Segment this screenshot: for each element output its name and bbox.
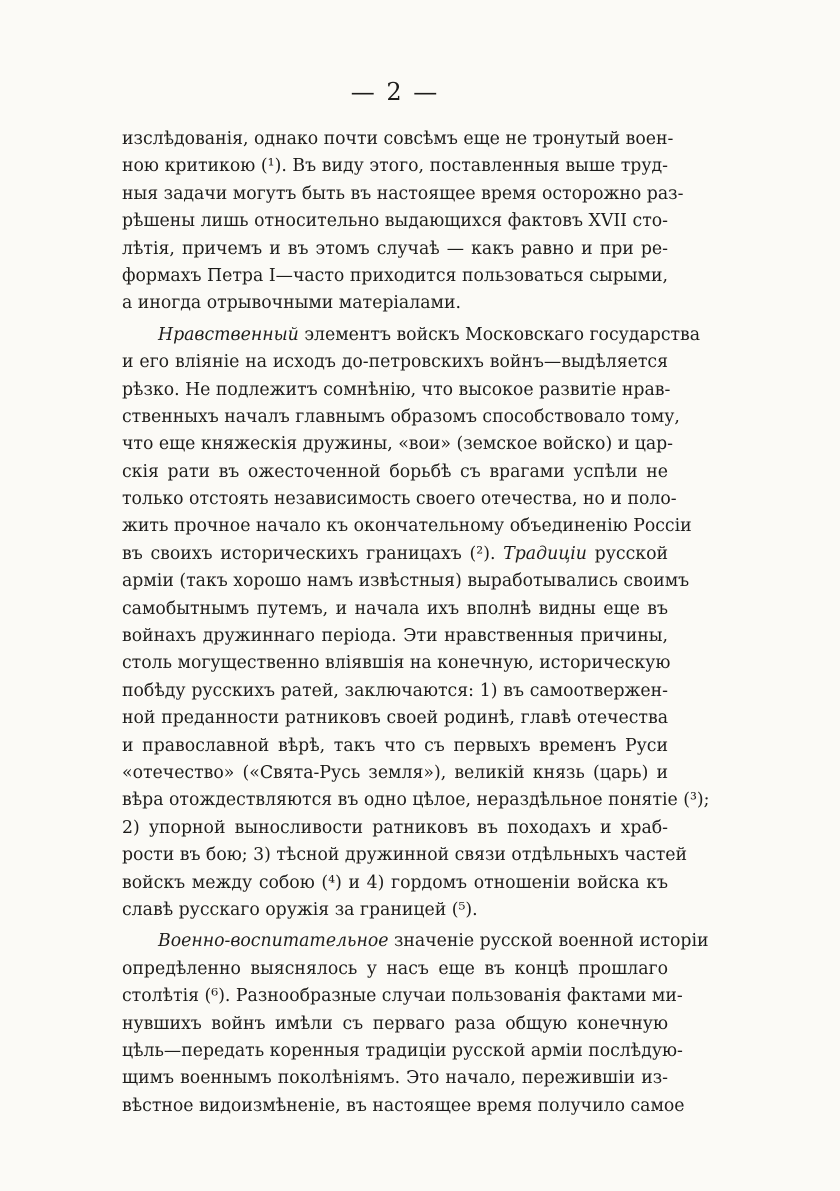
text-line: «отечество» («Свята-Русь земля»), великій князь (царь) и bbox=[122, 762, 668, 783]
page-number: — 2 — bbox=[350, 78, 440, 106]
text-line: вѣстное видоизмѣненіе, въ настоящее время получило самое bbox=[122, 1095, 685, 1116]
italic-term: Военно-воспитательное bbox=[158, 931, 389, 952]
text-line: скія рати въ ожесточенной борьбѣ съ врагами успѣли не bbox=[122, 461, 668, 482]
text-line: Военно-воспитательное значеніе русской военной исторіи bbox=[158, 931, 709, 952]
text-line: и его вліяніе на исходъ до-петровскихъ войнъ—выдѣляется bbox=[122, 352, 668, 373]
text-line: ною критикою (¹). Въ виду этого, поставленныя выше труд- bbox=[122, 156, 668, 177]
text-line: щимъ военнымъ поколѣніямъ. Это начало, пережившіи из- bbox=[122, 1068, 668, 1089]
text-line: лѣтія, причемъ и въ этомъ случаѣ — какъ равно и при ре- bbox=[122, 238, 668, 259]
text-line: 2) упорной выносливости ратниковъ въ походахъ и храб- bbox=[122, 817, 668, 838]
paragraph-1 bbox=[122, 126, 684, 318]
body-text bbox=[122, 126, 710, 1120]
paragraph-3 bbox=[122, 928, 709, 1120]
text-line: побѣду русскихъ ратей, заключаются: 1) въ самоотвержен- bbox=[122, 680, 668, 701]
text-line: ственныхъ началъ главнымъ образомъ способствовало тому, bbox=[122, 406, 680, 427]
text-line: войскъ между собою (⁴) и 4) гордомъ отношеніи войска къ bbox=[122, 872, 668, 893]
text-line: что еще княжескія дружины, «вои» (земское войско) и цар- bbox=[122, 434, 674, 455]
text-line: арміи (такъ хорошо намъ извѣстныя) выработывались своимъ bbox=[122, 571, 690, 592]
text-line: нувшихъ войнъ имѣли съ перваго раза общую конечную bbox=[122, 1013, 668, 1034]
text-line: изслѣдованія, однако почти совсѣмъ еще не тронутый воен- bbox=[122, 129, 674, 149]
text-line: цѣль—передать коренныя традиціи русской арміи послѣдую- bbox=[122, 1040, 683, 1061]
italic-term: Традиціи bbox=[503, 543, 587, 564]
text-line: въ своихъ историческихъ границахъ (²). Традиціи русской bbox=[122, 543, 668, 564]
text-line: вѣра отождествляются въ одно цѣлое, нераздѣльное понятіе (³); bbox=[122, 790, 710, 811]
text-line: и православной вѣрѣ, такъ что съ первыхъ временъ Руси bbox=[122, 735, 668, 756]
text-line: рости въ бою; 3) тѣсной дружинной связи отдѣльныхъ частей bbox=[122, 845, 688, 866]
italic-term: Нравственный bbox=[158, 324, 299, 345]
text-line: рѣзко. Не подлежитъ сомнѣнію, что высокое развитіе нрав- bbox=[122, 379, 671, 400]
text-line: Нравственный элементъ войскъ Московскаго государства bbox=[158, 324, 701, 345]
text-line: формахъ Петра I—часто приходится пользоваться сырыми, bbox=[122, 265, 668, 286]
text-line: только отстоять независимость своего отечества, но и поло- bbox=[122, 489, 677, 510]
paragraph-2 bbox=[122, 322, 710, 925]
text-line: славѣ русскаго оружія за границей (⁵). bbox=[122, 899, 478, 920]
text-line: самобытнымъ путемъ, и начала ихъ вполнѣ видны еще въ bbox=[122, 598, 668, 619]
text-line: войнахъ дружиннаго періода. Эти нравственныя причины, bbox=[122, 626, 668, 647]
text-line: ныя задачи могутъ быть въ настоящее время осторожно раз- bbox=[122, 183, 684, 204]
text-line: рѣшены лишь относительно выдающихся фактовъ XVII сто- bbox=[122, 211, 668, 232]
text-line: столѣтія (⁶). Разнообразные случаи пользованія фактами ми- bbox=[122, 986, 683, 1007]
text-line: а иногда отрывочными матеріалами. bbox=[122, 293, 461, 314]
text-line: ной преданности ратниковъ своей родинѣ, главѣ отечества bbox=[122, 708, 668, 729]
text-line: опредѣленно выяснялось у насъ еще въ концѣ прошлаго bbox=[122, 958, 668, 979]
text-line: столь могущественно вліявшія на конечную, историческую bbox=[122, 653, 671, 674]
text-line: жить прочное начало къ окончательному объединенію Россіи bbox=[122, 516, 692, 537]
